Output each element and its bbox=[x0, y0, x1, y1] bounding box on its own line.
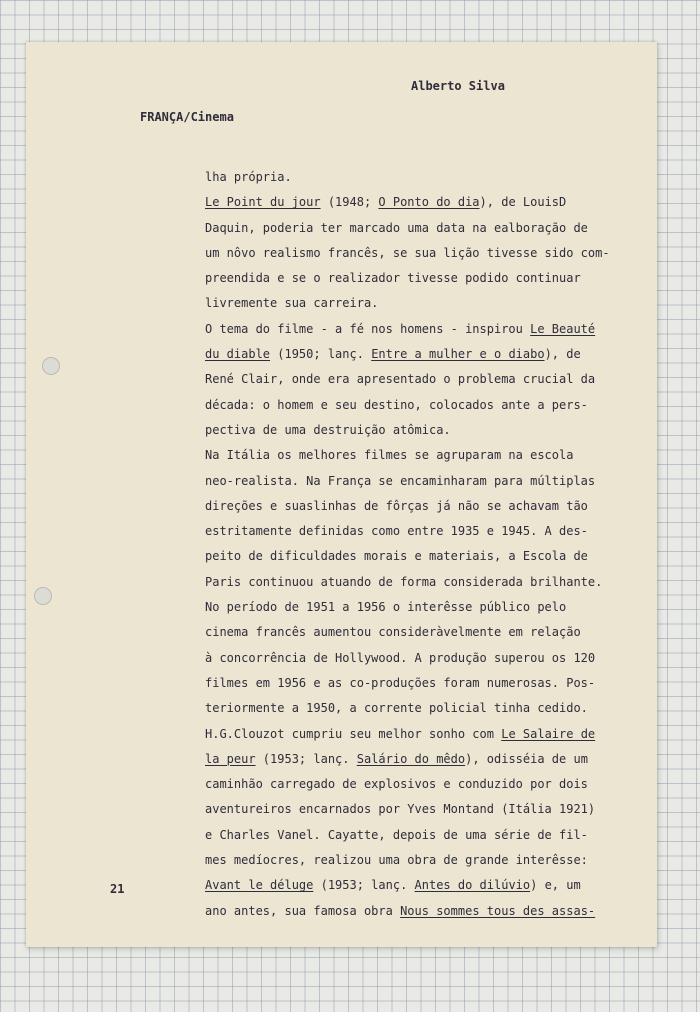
punch-hole bbox=[42, 357, 60, 375]
text-segment: lha própria. bbox=[205, 170, 292, 184]
text-segment: um nôvo realismo francês, se sua lição tivesse sido com- bbox=[205, 245, 610, 260]
underlined-title: Nous sommes tous des assas- bbox=[400, 903, 596, 918]
text-segment: (1953; lanç. bbox=[255, 751, 357, 766]
text-line bbox=[205, 722, 625, 747]
text-line bbox=[205, 216, 625, 241]
text-line bbox=[205, 620, 625, 645]
text-line bbox=[205, 570, 625, 595]
text-segment: O tema do filme - a fé nos homens - inspirou bbox=[205, 321, 531, 336]
text-line bbox=[205, 367, 625, 392]
text-line bbox=[205, 494, 625, 519]
text-line bbox=[205, 393, 625, 418]
text-segment: ), de LouisD bbox=[479, 195, 567, 210]
text-line bbox=[205, 848, 625, 873]
text-segment: René Clair, onde era apresentado o problema crucial da bbox=[205, 372, 596, 387]
text-line bbox=[205, 317, 625, 342]
text-line bbox=[205, 671, 625, 696]
text-segment: direções e suaslinhas de fôrças já não se achavam tão bbox=[205, 498, 588, 513]
text-segment: Daquin, poderia ter marcado uma data na ealboração de bbox=[205, 220, 588, 235]
body-text bbox=[205, 165, 625, 924]
text-segment: No período de 1951 a 1956 o interêsse público pelo bbox=[205, 600, 567, 615]
underlined-title: la peur bbox=[205, 751, 256, 766]
text-line bbox=[205, 595, 625, 620]
text-segment: (1953; lanç. bbox=[313, 878, 415, 893]
text-segment: preendida e se o realizador tivesse podido continuar bbox=[205, 271, 581, 286]
text-line bbox=[205, 190, 625, 215]
text-line bbox=[205, 544, 625, 569]
underlined-title: Antes do dilúvio bbox=[414, 878, 531, 893]
text-segment: Paris continuou atuando de forma considerada brilhante. bbox=[205, 574, 603, 589]
text-line bbox=[205, 469, 625, 494]
underlined-title: Le Salaire de bbox=[501, 726, 596, 741]
underlined-title: Le Beauté bbox=[530, 321, 596, 336]
text-line bbox=[205, 443, 625, 468]
text-segment: ) e, um bbox=[530, 878, 581, 893]
text-line bbox=[205, 291, 625, 316]
text-line bbox=[205, 266, 625, 291]
text-segment: ), odisséia de um bbox=[465, 751, 588, 766]
text-line bbox=[205, 772, 625, 797]
text-segment: Na Itália os melhores filmes se agruparam na escola bbox=[205, 448, 574, 463]
text-line bbox=[205, 646, 625, 671]
underlined-title: Salário do mêdo bbox=[356, 751, 466, 766]
text-line bbox=[205, 519, 625, 544]
text-segment: H.G.Clouzot cumpriu seu melhor sonho com bbox=[205, 726, 502, 741]
text-segment: aventureiros encarnados por Yves Montand (Itália 1921) bbox=[205, 802, 596, 817]
text-line bbox=[205, 823, 625, 848]
underlined-title: Le Point du jour bbox=[205, 195, 321, 210]
text-segment: caminhão carregado de explosivos e conduzido por dois bbox=[205, 777, 588, 792]
text-line bbox=[205, 165, 625, 190]
text-line bbox=[205, 418, 625, 443]
text-line bbox=[205, 696, 625, 721]
section-heading: FRANÇA/Cinema bbox=[140, 110, 234, 124]
text-segment: à concorrência de Hollywood. A produção superou os 120 bbox=[205, 650, 596, 665]
text-line bbox=[205, 797, 625, 822]
text-segment: (1948; bbox=[320, 195, 379, 210]
text-line bbox=[205, 899, 625, 924]
underlined-title: Entre a mulher e o diabo bbox=[371, 347, 545, 362]
text-segment: ), de bbox=[544, 347, 581, 362]
text-segment: cinema francês aumentou consideràvelmente em relação bbox=[205, 625, 581, 640]
text-segment: década: o homem e seu destino, colocados ante a pers- bbox=[205, 397, 588, 412]
page-number: 21 bbox=[110, 882, 125, 896]
author-name: Alberto Silva bbox=[411, 79, 505, 93]
text-segment: pectiva de uma destruição atômica. bbox=[205, 422, 451, 437]
text-segment: mes medíocres, realizou uma obra de grande interêsse: bbox=[205, 853, 588, 868]
text-segment: neo-realista. Na França se encaminharam para múltiplas bbox=[205, 473, 596, 488]
text-line bbox=[205, 873, 625, 898]
text-line bbox=[205, 342, 625, 367]
text-segment: livremente sua carreira. bbox=[205, 296, 379, 311]
underlined-title: O Ponto do dia bbox=[378, 195, 480, 210]
punch-hole bbox=[34, 587, 52, 605]
underlined-title: du diable bbox=[205, 347, 271, 362]
text-segment: teriormente a 1950, a corrente policial tinha cedido. bbox=[205, 701, 588, 716]
text-line bbox=[205, 747, 625, 772]
underlined-title: Avant le déluge bbox=[205, 878, 314, 893]
typewritten-page bbox=[26, 42, 657, 947]
text-segment: (1950; lanç. bbox=[270, 347, 372, 362]
text-segment: ano antes, sua famosa obra bbox=[205, 903, 401, 918]
text-segment: estritamente definidas como entre 1935 e 1945. A des- bbox=[205, 524, 588, 539]
text-segment: filmes em 1956 e as co-produções foram numerosas. Pos- bbox=[205, 675, 596, 690]
text-segment: e Charles Vanel. Cayatte, depois de uma série de fil- bbox=[205, 827, 588, 842]
text-segment: peito de dificuldades morais e materiais, a Escola de bbox=[205, 549, 588, 564]
text-line bbox=[205, 241, 625, 266]
